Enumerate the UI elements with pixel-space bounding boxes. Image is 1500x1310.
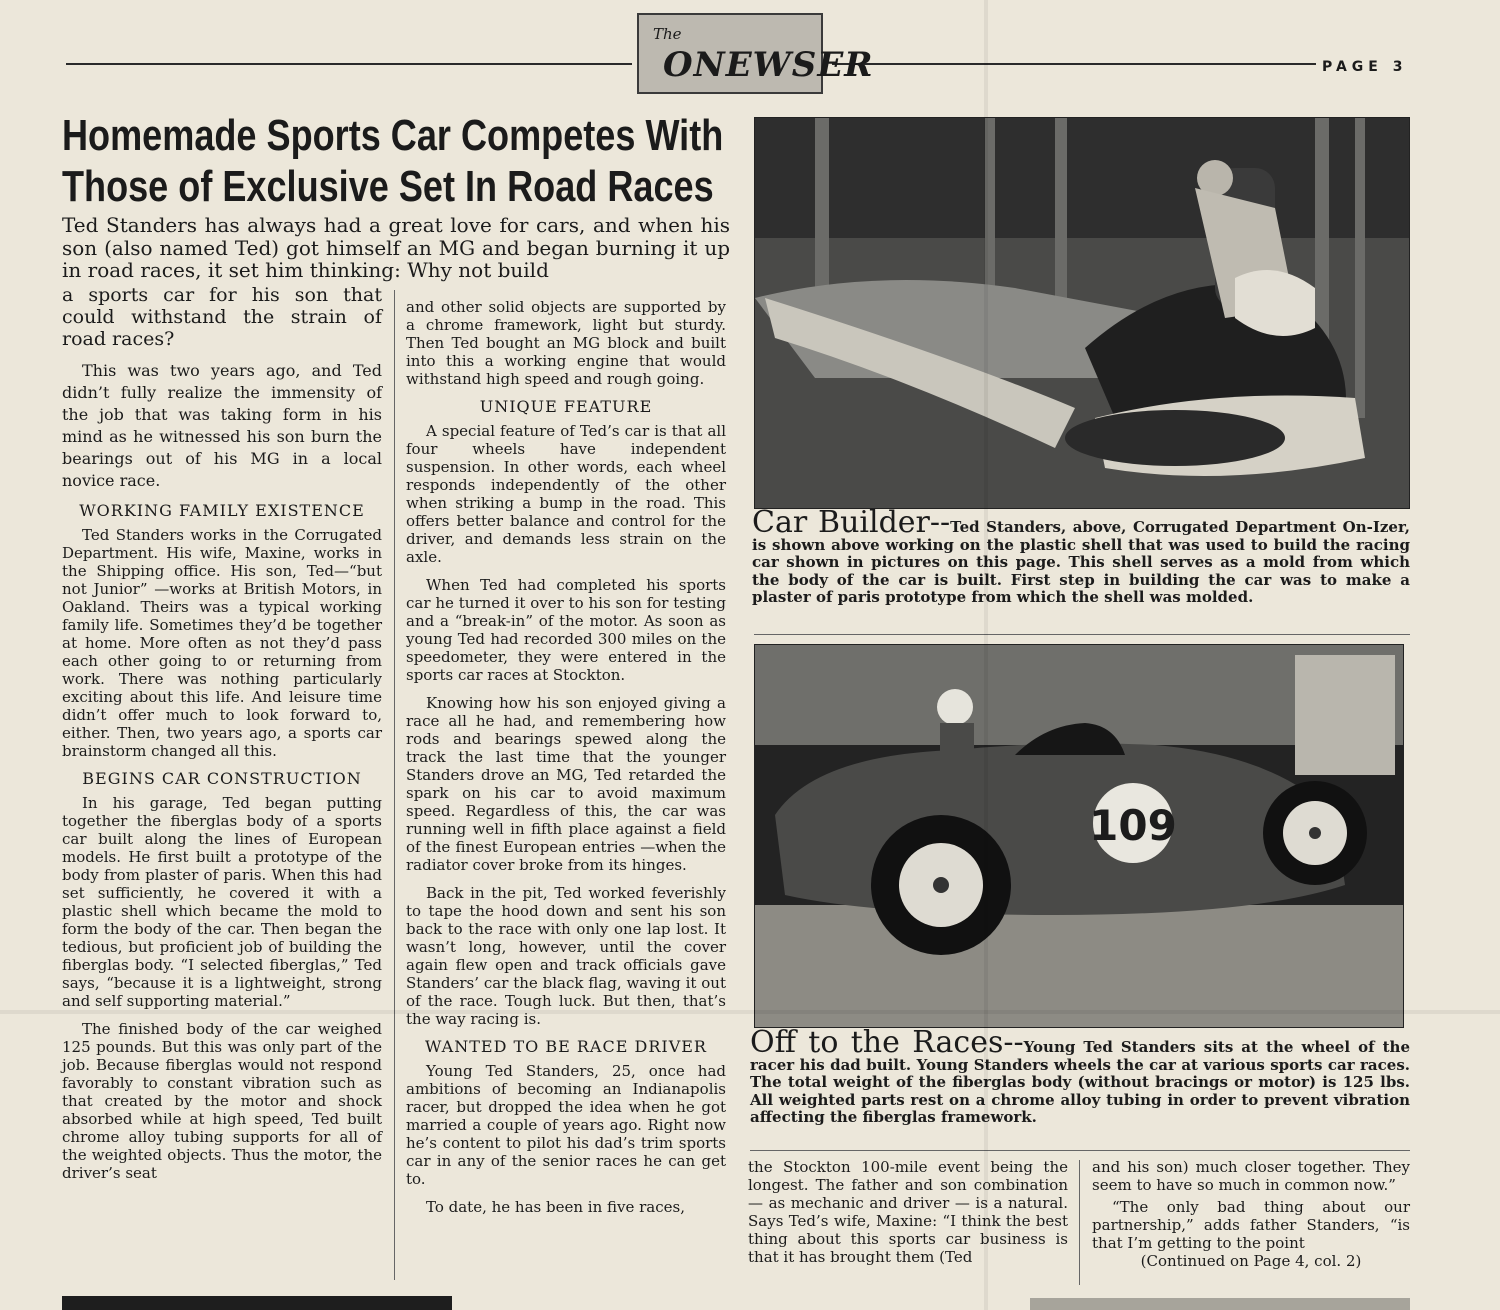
column-divider-3 (1079, 1160, 1080, 1285)
paper-fold-horizontal (0, 1010, 1500, 1014)
headline-line-2: Those of Exclusive Set In Road Races (62, 162, 714, 211)
col2-paragraph-6: Young Ted Standers, 25, once had ambitions of becoming an Indianapolis racer, but dropped the idea when he got married a couple of years ago. Right now he’s content to pilot his dad’s trim sports car in any of the senior races he can get to. (406, 1062, 726, 1188)
car-number: 109 (1089, 801, 1177, 850)
col2-paragraph-1: and other solid objects are supported by a chrome framework, light but sturdy. Then Ted bought an MG block and built into this a working engine that would withstand high speed and rough going. (406, 298, 726, 388)
caption-off-to-races-text: Young Ted Standers sits at the wheel of the racer his dad built. Young Standers wheels the car at various sports car races. The total weight of the fiberglas body (without bracings or motor) is 125 lbs. All weighted parts rest on a chrome alloy tubing in order to prevent vibration affecting the fiberglas framework. (750, 1038, 1410, 1126)
col4-paragraph-1: and his son) much closer together. They seem to have so much in common now.” (1092, 1158, 1410, 1194)
lead-continuation: a sports car for his son that could withstand the strain of road races? (62, 284, 382, 350)
col1-paragraph-3: In his garage, Ted began putting together the fiberglas body of a sports car built along the lines of European models. He first built a prototype of the body from plaster of paris. When this had set sufficiently, he covered it with a plastic shell which became the mold to form the body of the car. Then began the tedious, but proficient job of building the fiberglas body. “I selected fiberglas,” Ted says, “because it is a lightweight, strong and self supporting material.” (62, 794, 382, 1010)
subhead-begins-construction: BEGINS CAR CONSTRUCTION (82, 769, 362, 788)
article-column-1 (62, 284, 382, 1192)
headline-line-1: Homemade Sports Car Competes With (62, 111, 724, 160)
photo-car-builder (754, 117, 1410, 509)
col2-paragraph-5: Back in the pit, Ted worked feverishly to tape the hood down and sent his son back to the race with only one lap lost. It wasn’t long, however, until the cover again flew open and track officials gave Standers’ car the black flag, waving it out of the race. Tough luck. But then, that’s the way racing is. (406, 884, 726, 1028)
article-column-2 (406, 298, 726, 1226)
masthead-the: The (653, 25, 682, 43)
caption-divider-2 (750, 1150, 1410, 1151)
col2-paragraph-2: A special feature of Ted’s car is that all four wheels have independent suspension. In other words, each wheel responds independently of the other when striking a bump in the road. This offers better balance and control for the driver, and demands less strain on the axle. (406, 422, 726, 566)
col4-paragraph-2: “The only bad thing about our partnership,” adds father Standers, “is that I’m getting to the point (1092, 1198, 1410, 1252)
column-divider-1 (394, 290, 395, 1280)
bottom-bar-right (1030, 1298, 1410, 1310)
col2-paragraph-7: To date, he has been in five races, (426, 1198, 685, 1216)
subhead-unique-feature: UNIQUE FEATURE (479, 397, 653, 416)
col1-paragraph-4: The finished body of the car weighed 125 pounds. But this was only part of the job. Because fiberglas would not respond favorably to constant vibration such as that created by the motor and shock absorbed while at high speed, Ted built chrome alloy tubing supports for all of the weighted objects. Thus the motor, the driver’s seat (62, 1020, 382, 1182)
subhead-working-family: WORKING FAMILY EXISTENCE (79, 501, 365, 520)
lead-paragraph: Ted Standers has always had a great love for cars, and when his son (also named Ted) got himself an MG and began burning it up in road races, it set him thinking: Why not build (62, 213, 730, 282)
subhead-race-driver: WANTED TO BE RACE DRIVER (425, 1037, 707, 1056)
caption-off-to-races (750, 1025, 1410, 1127)
caption-car-builder-text: Ted Standers, above, Corrugated Department On-Izer, is shown above working on the plastic shell that was used to build the racing car shown in pictures on this page. This shell serves as a mold from which the body of the car is built. First step in building the car was to make a plaster of paris prototype from which the shell was molded. (752, 518, 1410, 606)
caption-car-builder (752, 505, 1410, 607)
col2-paragraph-3: When Ted had completed his sports car he turned it over to his son for testing and a “break-in” of the motor. As soon as young Ted had recorded 300 miles on the speedometer, they were entered in the sports car races at Stockton. (406, 576, 726, 684)
col1-paragraph-1: This was two years ago, and Ted didn’t fully realize the immensity of the job that was taking form in his mind as he witnessed his son burn the bearings out of his MG in a local novice race. (62, 361, 382, 490)
racer-scene (755, 645, 1403, 1027)
article-column-3 (748, 1158, 1068, 1276)
masthead-name: ONEWSER (663, 45, 874, 85)
headline (62, 110, 724, 212)
garage-scene (755, 118, 1409, 508)
bottom-bar-left (62, 1296, 452, 1310)
masthead-rule-left (66, 63, 632, 65)
paper-fold-vertical (984, 0, 988, 1310)
col3-paragraph: the Stockton 100-mile event being the longest. The father and son combination — as mechanic and driver — is a natural. Says Ted’s wife, Maxine: “I think the best thing about this sports car business is that it has brought them (Ted (748, 1158, 1068, 1266)
caption-car-builder-title: Car Builder-- (752, 505, 951, 540)
col1-paragraph-2: Ted Standers works in the Corrugated Department. His wife, Maxine, works in the Shipping office. His son, Ted—“but not Junior” —works at British Motors, in Oakland. Theirs was a typical working family life. Sometimes they’d be together at home. More often as not they’d pass each other going to or returning from work. There was nothing particularly exciting about this life. And leisure time didn’t offer much to look forward to, either. Then, two years ago, a sports car brainstorm changed all this. (62, 526, 382, 760)
caption-divider (754, 634, 1410, 635)
photo-off-to-races (754, 644, 1404, 1028)
masthead-rule-right (832, 63, 1316, 65)
caption-off-to-races-title: Off to the Races-- (750, 1025, 1024, 1060)
masthead-logo (637, 13, 874, 94)
article-column-4 (1092, 1158, 1410, 1270)
col2-paragraph-4: Knowing how his son enjoyed giving a race all he had, and remembering how rods and bearings spewed along the track the last time that the younger Standers drove an MG, Ted retarded the spark on his car to avoid maximum speed. Regardless of this, the car was running well in fifth place against a field of the finest European entries —when the radiator cover broke from its hinges. (406, 694, 726, 874)
page-number: PAGE 3 (1322, 59, 1408, 75)
continued-note: (Continued on Page 4, col. 2) (1140, 1252, 1362, 1270)
